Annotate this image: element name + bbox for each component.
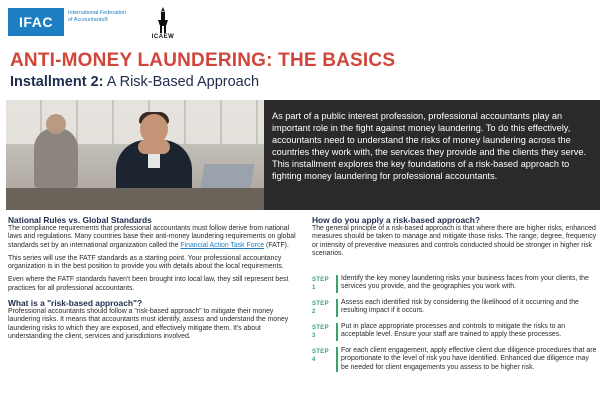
paragraph-text: The compliance requirements that professional accountants must follow derive from national laws and regulations. Many countries base their anti-money laundering requirements on global standards set by an international organization called the [8,225,296,249]
section-paragraph: The general principle of a risk-based approach is that where there are higher risks, enhanced measures should be taken to manage and mitigate those risks. The range, degree, frequency or intensity of preventive measures and controls conducted should be stronger in higher risk scenarios. [312,225,597,257]
step-item [312,347,598,372]
step-label: STEP 4 [312,349,329,364]
section-paragraph: Even where the FATF standards haven't been brought into local law, they still represent best practices for all professional accountants. [8,276,289,292]
step-item [312,275,598,293]
step-item [312,299,598,317]
step-text: For each client engagement, apply effective client due diligence procedures that are proportionate to the level of risk you have identified. Enhanced due diligence may be needed for client engagements you assess to be higher risk. [341,347,597,371]
step-label: STEP 2 [312,301,329,316]
page-title: ANTI-MONEY LAUNDERING: THE BASICS [10,50,396,71]
step-text: Identify the key money laundering risks your business faces from your clients, the services you provide, and the geographies you work with. [341,275,589,291]
section-paragraph: This series will use the FATF standards as a starting point. Your professional accountancy organization is in the best position to provide you with details about the local requirements. [8,254,284,271]
section-paragraph [8,225,300,250]
step-divider [336,323,338,341]
step-divider [336,275,338,293]
hero-desk [6,188,264,210]
step-divider [336,299,338,317]
installment-topic: A Risk-Based Approach [106,74,260,90]
section-paragraph: Professional accountants should follow a "risk-based approach" to mitigate their money laundering risks. It means that accountants must identify, assess and understand the money laundering risks to which they are exposed, and effectively mitigate them. It's about understanding the client, services and jurisdictions involved. [8,308,289,340]
installment-label: Installment 2: [10,74,104,90]
step-text: Put in place appropriate processes and controls to mitigate the risks to an acceptable level. Ensure your staff are trained to apply these processes. [341,323,566,339]
ifac-logo-text: International Federation of Accountants® [68,10,127,23]
step-divider [336,347,338,372]
hero-background-person [34,128,78,188]
icaew-crest-icon [155,6,171,34]
section-heading-risk-based: What is a "risk-based approach"? [8,298,143,309]
right-column [312,215,598,371]
icaew-logo-text: ICAEW [151,34,175,40]
left-column [8,215,300,346]
header-logos [8,6,208,46]
step-label: STEP 1 [312,277,329,292]
intro-text-box: As part of a public interest profession, professional accountants play an important role in the fight against money laundering. To do this effectively, accountants need to understand the risks of money laundering across the countries they work with, the services they provide and the clients they serve. This installment explores the key foundations of a risk-based approach to fighting money laundering for professional accountants. [264,100,600,210]
paragraph-tail: (FATF). [264,241,289,249]
step-item [312,323,598,341]
step-label: STEP 3 [312,325,329,340]
page-subtitle [10,74,259,90]
ifac-logo: IFAC [8,8,64,36]
fatf-link[interactable]: Financial Action Task Force [180,241,265,249]
section-heading-national-rules: National Rules vs. Global Standards [8,215,152,225]
hero-photo [6,100,264,210]
icaew-logo [148,6,178,46]
section-heading-apply: How do you apply a risk-based approach? [312,215,480,225]
step-text: Assess each identified risk by considering the likelihood of it occurring and the resulting impact if it occurs. [341,299,579,315]
